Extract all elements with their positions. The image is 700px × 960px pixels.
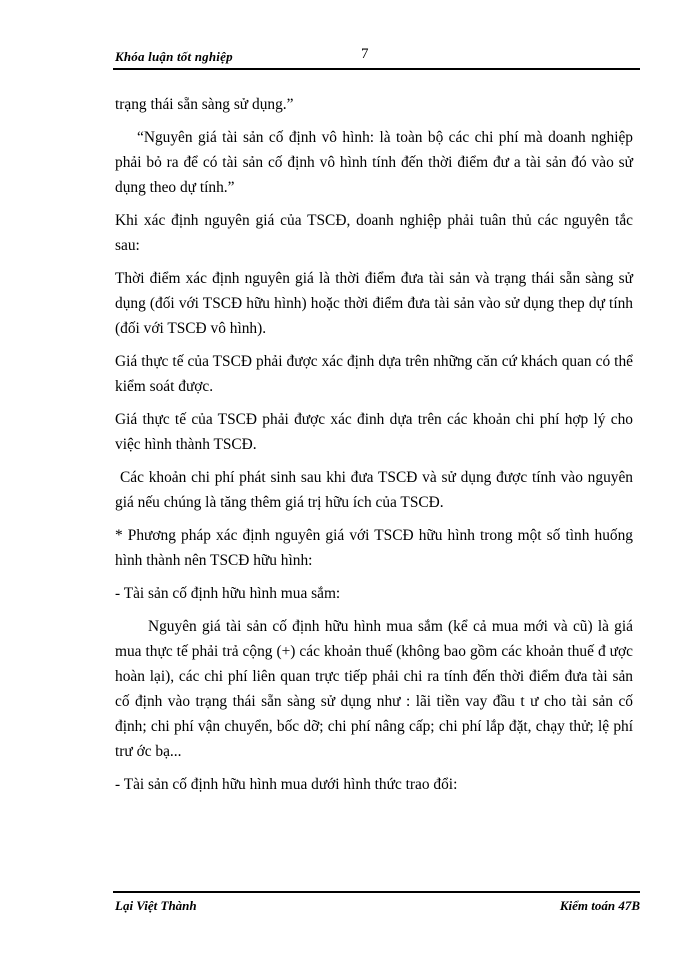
paragraph: trạng thái sẵn sàng sử dụng.” bbox=[115, 96, 294, 113]
paragraph: Giá thực tế của TSCĐ phải được xác đinh dựa trên các khoản chi phí hợp lý cho việc hình thành TSCĐ. bbox=[115, 411, 633, 453]
paragraph: Nguyên giá tài sản cố định hữu hình mua sắm (kể cả mua mới và cũ) là giá mua thực tế phải trả cộng (+) các khoản thuế (không bao gồm các khoản thuế đ ược hoàn lại), các chi phí liên quan trực tiếp phải chi ra tính đến thời điểm đưa tài sản cố định vào trạng thái sẵn sàng sử dụng như : lãi tiền vay đầu t ư cho tài sản cố định; chi phí vận chuyển, bốc dỡ; chi phí nâng cấp; chi phí lắp đặt, chạy thử; lệ phí trư ớc bạ... bbox=[115, 618, 633, 760]
paragraph: * Phương pháp xác định nguyên giá với TSCĐ hữu hình trong một số tình huống hình thành nên TSCĐ hữu hình: bbox=[115, 527, 633, 569]
paragraph: Các khoản chi phí phát sinh sau khi đưa TSCĐ và sử dụng được tính vào nguyên giá nếu chúng là tăng thêm giá trị hữu ích của TSCĐ. bbox=[115, 469, 633, 511]
footer-class: Kiểm toán 47B bbox=[559, 898, 640, 913]
footer-author: Lại Việt Thành bbox=[115, 898, 197, 913]
paragraph: - Tài sản cố định hữu hình mua dưới hình thức trao đổi: bbox=[115, 776, 458, 793]
page-header bbox=[113, 46, 640, 70]
paragraph: Thời điểm xác định nguyên giá là thời điểm đưa tài sản và trạng thái sẵn sàng sử dụng (đối với TSCĐ hữu hình) hoặc thời điểm đưa tài sản vào sử dụng thep dự tính (đối với TSCĐ vô hình). bbox=[115, 270, 633, 337]
paragraph: Khi xác định nguyên giá của TSCĐ, doanh nghiệp phải tuân thủ các nguyên tắc sau: bbox=[115, 212, 633, 254]
paragraph: - Tài sản cố định hữu hình mua sắm: bbox=[115, 585, 341, 602]
document-body bbox=[115, 92, 633, 805]
paragraph: Giá thực tế của TSCĐ phải được xác định dựa trên những căn cứ khách quan có thể kiểm soát được. bbox=[115, 353, 633, 395]
paragraph: “Nguyên giá tài sản cố định vô hình: là toàn bộ các chi phí mà doanh nghiệp phải bỏ ra để có tài sản cố định vô hình tính đến thời điểm đư a tài sản đó vào sử dụng theo dự tính.” bbox=[115, 129, 633, 196]
page-footer bbox=[113, 891, 640, 917]
page-number: 7 bbox=[361, 46, 369, 62]
header-title: Khóa luận tốt nghiệp bbox=[115, 49, 233, 64]
